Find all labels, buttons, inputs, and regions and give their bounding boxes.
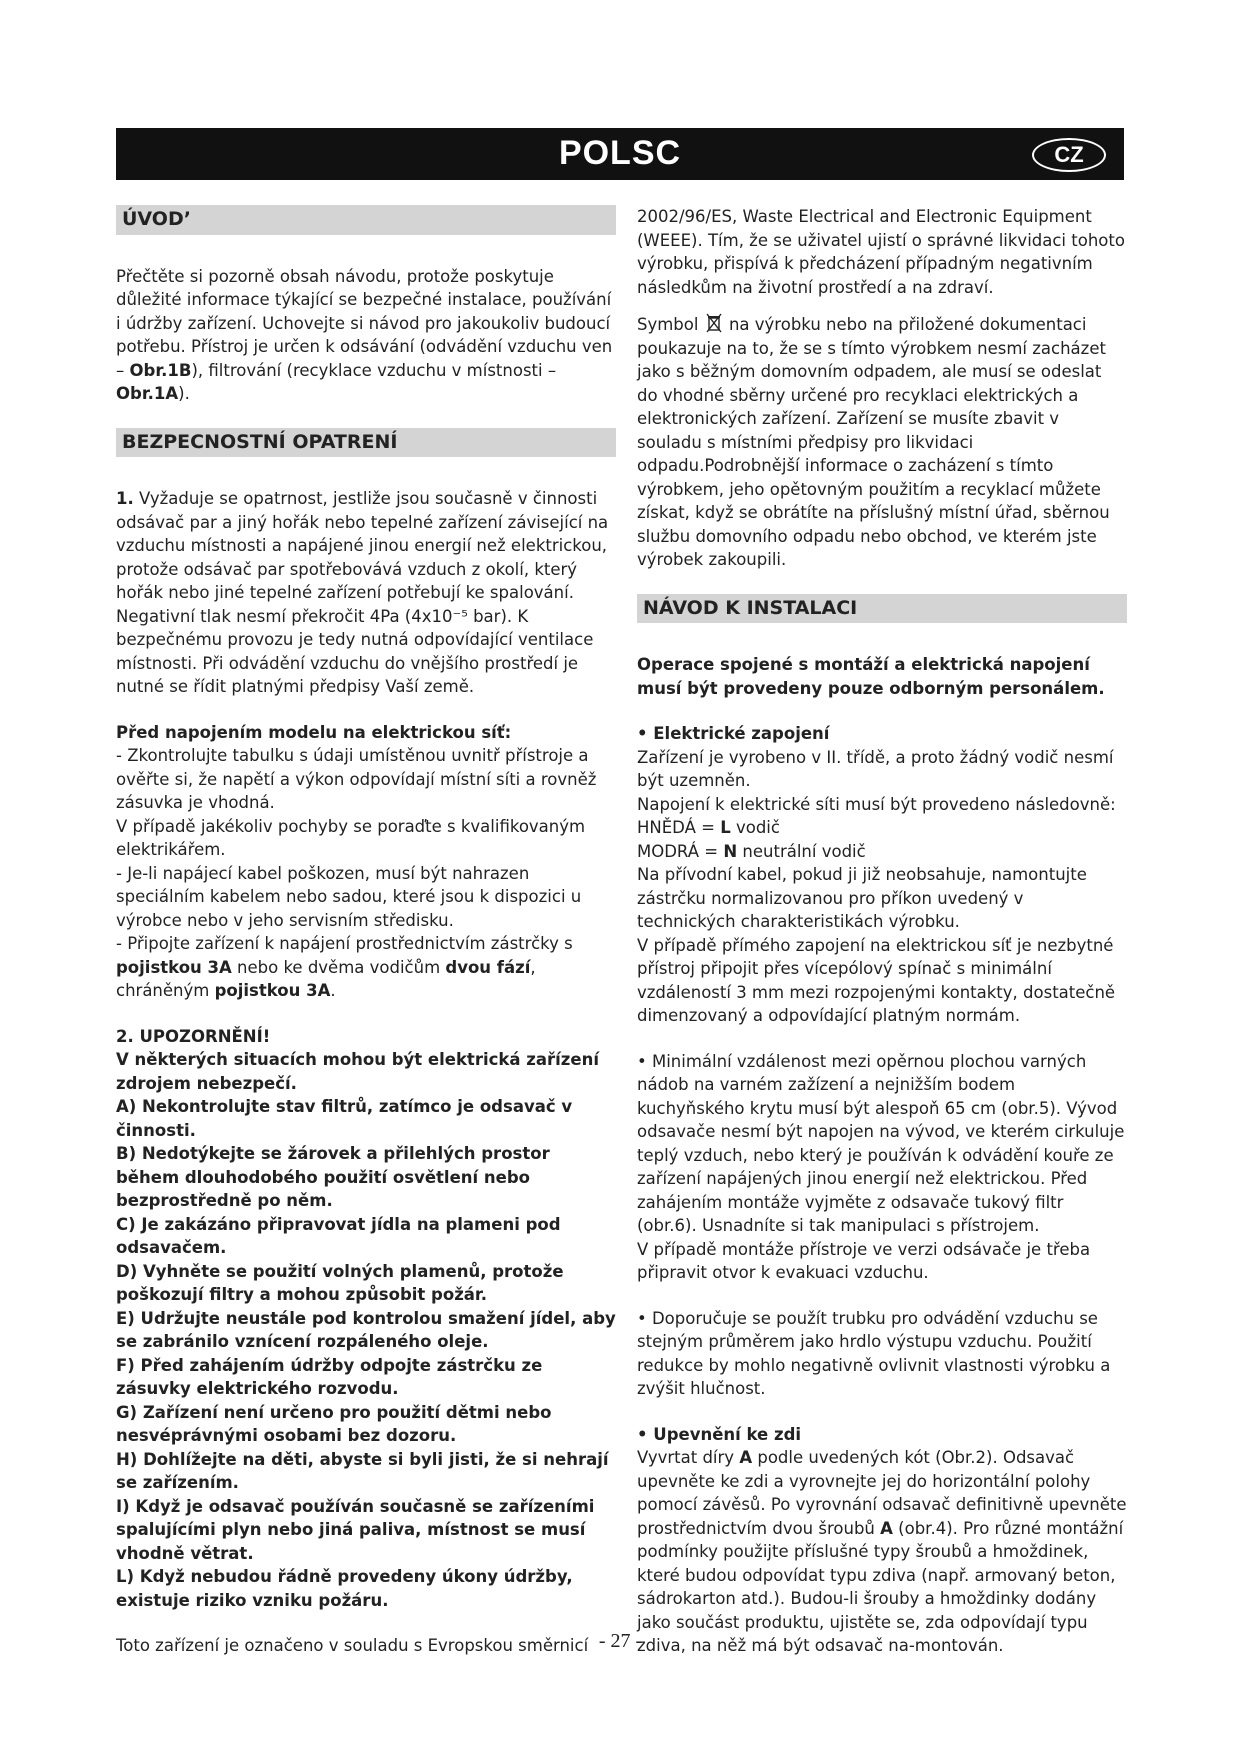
mount-heading: • Upevnění ke zdi [637,1424,802,1444]
connect-heading: Před napojením modelu na elektrickou síť: [116,722,512,742]
warning-item: H) Dohlížejte na děti, abyste si byli jisti, že si nehrají se zařízením. [116,1449,609,1492]
mount-c: podle uvedených kót (Obr.2). Odsavač upevněte ke zdi a vyrovnejte jej do horizontální polohy pomocí závěsů. Po vyrovnání odsavač definitivně upevněte prostřednictvím dvou šroubů [637,1448,1127,1538]
connect-4e: , chráněným [116,957,536,1000]
intro-heading: ÚVOD’ [116,205,616,235]
warning-item: E) Udržujte neustále pod kontrolou smažení jídel, aby se zabránilo vznícení rozpáleného oleje. [116,1308,616,1351]
mount-d: A [880,1518,893,1538]
install-heading: NÁVOD K INSTALACI [637,594,1127,624]
electrical-heading: • Elektrické zapojení [637,724,830,743]
mount-e: (obr.4). Pro různé montážní podmínky použijte příslušné typy šroubů a hmoždinek, které budou odpovídat typu zdiva (např. armovaný beton, sádrokarton atd.). Budou-li šrouby a hmoždinky dodány jako součást produktu, ujistěte se, zda odpovídají typu zdiva, na něž má být odsavač na-montován. [637,1518,1124,1655]
brown-b: L [720,818,731,837]
brown-wire [637,816,1127,840]
install-notice: Operace spojené s montáží a elektrická napojení musí být provedeny pouze odborným personálem. [637,655,1105,698]
distance-text: • Minimální vzdálenost mezi opěrnou plochou varných nádob na varném zažízení a nejnižším bodem kuchyňského krytu musí být alespoň 65 cm (obr.5). Vývod odsavače nesmí být napojen na vývod, ve kterém cirkuluje teplý vzduch, nebo který je používán k odvádění kouře ze zařízení napájených jinou energií než elektrickou. Před zahájením montáže vyjměte z odsavače tukový filtr (obr.6). Usnadníte si tak manipulaci s přístrojem. [637,1051,1125,1235]
warning-item: B) Nedotýkejte se žárovek a přilehlých prostor během dlouhodobého použití osvětlení nebo bezprostředně po něm. [116,1144,550,1210]
warning-item: L) Když nebudou řádně provedeny úkony údržby, existuje riziko vzniku požáru. [116,1567,573,1610]
pipe-text: • Doporučuje se použít trubku pro odvádění vzduchu se stejným průměrem jako hrdlo výstupu vzduchu. Použití redukce by mohlo negativně ovlivnit vlastnosti výrobku a zvýšit hlučnost. [637,1308,1111,1398]
blue-b: N [723,841,738,861]
symbol-paragraph [637,313,1127,572]
warning-item: D) Vyhněte se použití volných plamenů, protože poškozují filtry a mohou způsobit požár. [116,1261,564,1304]
electrical-3: Na přívodní kabel, pokud ji již neobsahuje, namontujte zástrčku normalizovanou pro příkon uvedený v technických charakteristikách výrobku. [637,865,1087,931]
right-column [637,205,1127,1658]
intro-text-3: ). [178,384,190,403]
blue-wire [637,840,1127,864]
intro-text: Přečtěte si pozorně obsah návodu, protože poskytuje důležité informace týkající se bezpečné instalace, používání i údržby zařízení. Uchovejte si návod pro jakoukoliv budoucí potřebu. Přístroj je určen k odsávání (odvádění vzduchu ven – [116,266,613,380]
distance-text-2: V případě montáže přístroje ve verzi odsávače je třeba připravit otvor k evakuaci vzduchu. [637,1239,1091,1282]
blue-a: MODRÁ = [637,841,719,861]
mount-a: Vyvrtat díry [637,1448,735,1467]
warning-intro: V některých situacích mohou být elektrická zařízení zdrojem nebezpečí. [116,1050,599,1093]
safety-number: 1. [116,489,134,508]
mount-b: A [739,1448,753,1467]
connect-4f: pojistkou 3A [214,981,331,1000]
connect-4d: dvou fází [445,957,531,977]
intro-text-2: ), filtrování (recyklace vzduchu v místnosti – [191,360,557,380]
brown-a: HNĚDÁ = [637,818,715,837]
weee-start: Toto zařízení je označeno v souladu s Evropskou směrnicí [116,1636,589,1655]
warning-item: C) Je zakázáno připravovat jídla na plameni pod odsavačem. [116,1214,561,1257]
safety-text: Vyžaduje se opatrnost, jestliže jsou současně v činnosti odsávač par a jiný hořák nebo tepelné zařízení závisející na vzduchu místnosti a napájené jinou energií než elektrickou, protože odsávač par spotřebovává vzduch z okolí, který hořák nebo jiné tepelné zařízení potřebují ke spalování. Negativní tlak nesmí překročit 4Pa (4x10⁻⁵ bar). K bezpečnému provozu je tedy nutná odpovídající ventilace místnosti. Při odvádění vzduchu do vnějšího prostředí je nutné se řídit platnými předpisy Vaší země. [116,489,609,696]
intro-ref-2: Obr.1A [116,384,179,403]
weee-continue: 2002/96/ES, Waste Electrical and Electronic Equipment (WEEE). Tím, že se uživatel ujistí o správné likvidaci tohoto výrobku, přispívá k předcházení případným negativním následkům na životní prostředí a na zdraví. [637,207,1125,297]
crossed-bin-icon [706,313,722,333]
language-badge: CZ [1032,138,1106,172]
intro-ref-1: Obr.1B [129,360,192,380]
warning-item: G) Zařízení není určeno pro použití dětmi nebo nesvéprávnými osobami bez dozoru. [116,1402,552,1445]
connect-4c: nebo ke dvěma vodičům [237,957,441,977]
left-column [116,205,616,1658]
electrical-1: Zařízení je vyrobeno v II. třídě, a proto žádný vodič nesmí být uzemněn. [637,747,1114,790]
page-number: - 27 - [598,1630,643,1652]
electrical-2: Napojení k elektrické síti musí být provedeno následovně: [637,794,1116,814]
warning-item: F) Před zahájením údržby odpojte zástrčku ze zásuvky elektrického rozvodu. [116,1355,543,1398]
symbol-text-b: na výrobku nebo na přiložené dokumentaci poukazuje na to, že se s tímto výrobkem nesmí zacházet jako s běžným domovním odpadem, ale musí se odeslat do vhodné sběrny určené pro recyklaci elektrických a elektronických zařízení. Zařízení se musíte zbavit v souladu s místními předpisy pro likvidaci odpadu.Podrobnější informace o zacházení s tímto výrobkem, jeho opětovným použitím a recyklací můžete získat, když se obrátíte na příslušný místní úřad, sběrnou službu domovního odpadu nebo obchod, ve kterém jste výrobek zakoupili. [637,315,1110,569]
intro-paragraph [116,265,616,406]
connect-item-2: V případě jakékoliv pochyby se poraďte s kvalifikovaným elektrikářem. [116,816,586,859]
connect-item-3: - Je-li napájecí kabel poškozen, musí být nahrazen speciálním kabelem nebo sadou, které jsou k dispozici u výrobce nebo v jeho servisním středisku. [116,863,582,930]
warning-item: I) Když je odsavač používán současně se zařízeními spalujícími plyn nebo jiná paliva, místnost se musí vhodně větrat. [116,1496,595,1563]
warning-item: A) Nekontrolujte stav filtrů, zatímco je odsavač v činnosti. [116,1097,573,1140]
warning-list [116,1095,616,1612]
blue-c: neutrální vodič [742,841,866,861]
electrical-4: V případě přímého zapojení na elektrickou síť je nezbytné přístroj připojit přes vícepólový spínač s minimální vzdáleností 3 mm mezi rozpojenými kontakty, dostatečně dimenzovaný a odpovídající platným normám. [637,935,1116,1025]
brown-c: vodič [735,818,780,837]
safety-paragraph-1 [116,487,616,699]
connect-4a: - Připojte zařízení k napájení prostřednictvím zástrčky s [116,934,573,953]
warning-heading: 2. UPOZORNĚNÍ! [116,1026,271,1046]
header-bar [116,128,1124,180]
symbol-text-a: Symbol [637,315,699,334]
mount-paragraph [637,1446,1127,1658]
connect-item-1: - Zkontrolujte tabulku s údaji umístěnou uvnitř přístroje a ověřte si, že napětí a výkon odpovídají místní síti a rovněž zásuvka je vhodná. [116,746,597,812]
connect-4g: . [330,981,336,1000]
connect-item-4 [116,932,616,1003]
header-title: POLSC [558,134,682,172]
connect-4b: pojistkou 3A [116,957,232,977]
safety-heading: BEZPECNOSTNÍ OPATRENÍ [116,428,616,458]
